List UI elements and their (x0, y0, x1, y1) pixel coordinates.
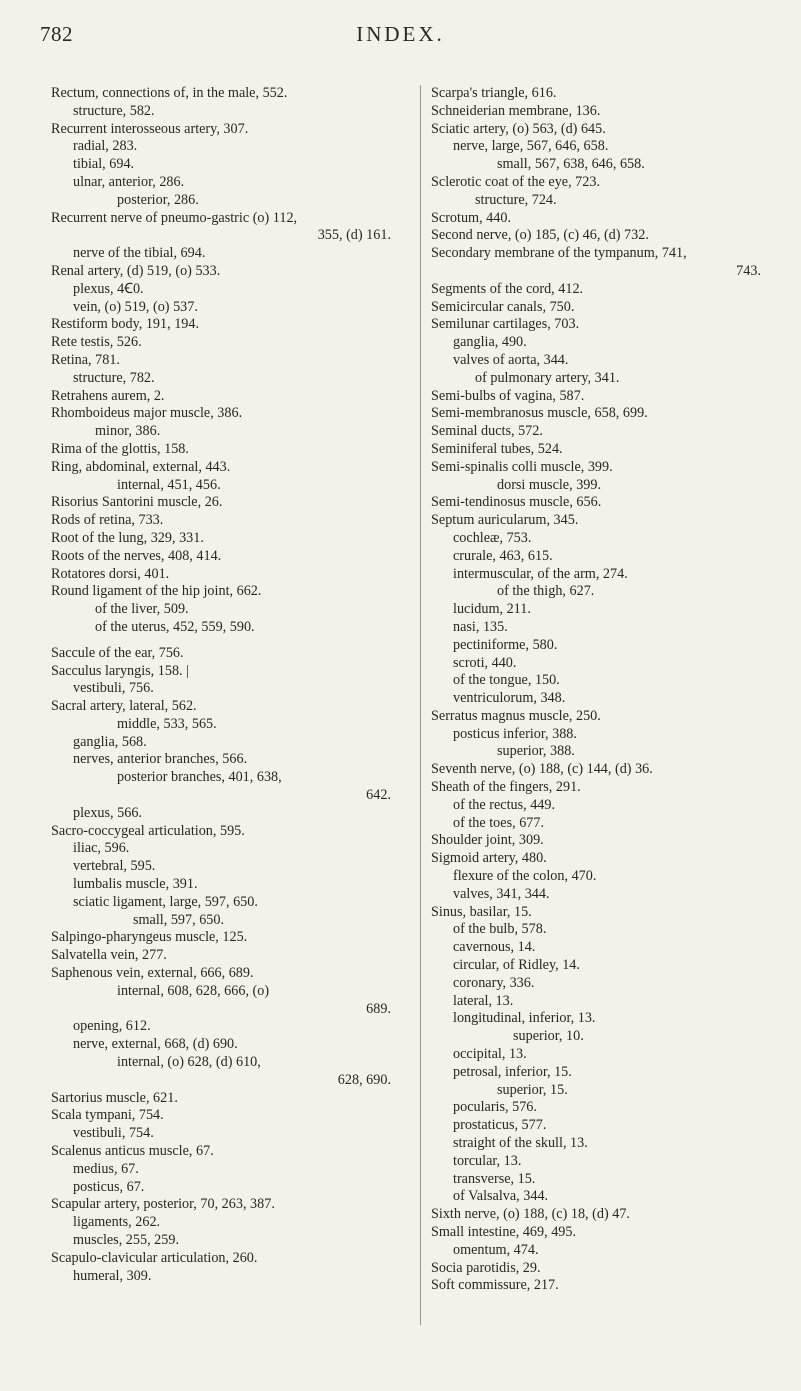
index-subentry: of the bulb, 578. (453, 921, 547, 938)
index-entry: Schneiderian membrane, 136. (431, 102, 601, 119)
index-subentry: crurale, 463, 615. (453, 547, 553, 564)
index-entry: Scarpa's triangle, 616. (431, 85, 557, 101)
index-entry: Seminiferal tubes, 524. (431, 440, 563, 457)
page-title: INDEX. (356, 22, 445, 46)
index-entry: Sartorius muscle, 621. (51, 1089, 178, 1106)
index-subentry: nasi, 135. (453, 618, 508, 635)
index-subentry: plexus, 4Ꞓ0. (73, 280, 144, 297)
index-subentry: ligaments, 262. (73, 1214, 161, 1231)
index-entry: Retrahens aurem, 2. (51, 387, 165, 404)
index-entry: Rhomboideus major muscle, 386. (51, 405, 243, 422)
index-subentry: tibial, 694. (73, 156, 135, 173)
index-subentry: of the rectus, 449. (453, 796, 556, 813)
index-entry: Rima of the glottis, 158. (51, 440, 189, 457)
index-entry: Rotatores dorsi, 401. (51, 565, 170, 582)
index-subentry: straight of the skull, 13. (453, 1135, 588, 1152)
index-entry: Risorius Santorini muscle, 26. (51, 494, 223, 511)
index-entry: Sacral artery, lateral, 562. (51, 698, 197, 715)
index-subentry: structure, 724. (475, 191, 557, 208)
index-entry: Soft commissure, 217. (431, 1277, 559, 1294)
index-entry: Secondary membrane of the tympanum, 741, (431, 245, 687, 262)
index-entry: Seminal ducts, 572. (431, 423, 543, 440)
index-subentry: vestibuli, 756. (73, 680, 154, 697)
index-entry: Semi-tendinosus muscle, 656. (431, 494, 602, 511)
index-subentry: torcular, 13. (453, 1152, 522, 1169)
index-subentry: middle, 533, 565. (117, 715, 217, 732)
index-entry: Roots of the nerves, 408, 414. (51, 547, 222, 564)
index-entry: Rete testis, 526. (51, 334, 142, 351)
index-entry: Recurrent nerve of pneumo-gastric (o) 112, (51, 209, 298, 226)
index-subentry: ventriculorum, 348. (453, 690, 566, 707)
index-subentry: valves of aorta, 344. (453, 351, 569, 368)
index-subentry: circular, of Ridley, 14. (453, 957, 580, 974)
index-subentry: longitudinal, inferior, 13. (453, 1010, 596, 1027)
index-subentry: prostaticus, 577. (453, 1117, 547, 1134)
index-entry: Root of the lung, 329, 331. (51, 529, 204, 546)
index-entry: Ring, abdominal, external, 443. (51, 458, 231, 475)
index-entry: Semi-membranosus muscle, 658, 699. (431, 405, 648, 422)
index-subentry: small, 597, 650. (133, 911, 225, 928)
index-subentry: posterior, 286. (117, 191, 199, 208)
index-subentry: nerve of the tibial, 694. (73, 245, 206, 262)
index-entry: Semilunar cartilages, 703. (431, 316, 580, 333)
index-subentry: pectiniforme, 580. (453, 636, 558, 653)
index-subentry: internal, (o) 628, (d) 610, (117, 1054, 261, 1071)
index-entry: Seventh nerve, (o) 188, (c) 144, (d) 36. (431, 761, 653, 778)
index-entry: Sheath of the fingers, 291. (431, 779, 581, 796)
index-entry: Rods of retina, 733. (51, 512, 164, 529)
index-subentry: 355, (d) 161. (317, 227, 391, 244)
index-subentry: minor, 386. (95, 423, 161, 440)
index-subentry: omentum, 474. (453, 1241, 539, 1258)
index-subentry: ganglia, 568. (73, 733, 147, 750)
index-subentry: internal, 451, 456. (117, 476, 221, 493)
index-subentry: vestibuli, 754. (73, 1125, 154, 1142)
index-entry: Shoulder joint, 309. (431, 832, 544, 849)
index-entry: Scalenus anticus muscle, 67. (51, 1143, 214, 1160)
index-subentry: posticus inferior, 388. (453, 725, 577, 742)
index-subentry: posterior branches, 401, 638, (117, 769, 282, 786)
index-entry: Segments of the cord, 412. (431, 280, 584, 297)
page-number: 782 (40, 22, 73, 46)
index-entry: Scapulo-clavicular articulation, 260. (51, 1249, 258, 1266)
index-subentry: vertebral, 595. (73, 858, 156, 875)
index-subentry: flexure of the colon, 470. (453, 868, 597, 885)
index-subentry: occipital, 13. (453, 1046, 527, 1063)
index-subentry: cochleæ, 753. (453, 529, 532, 546)
index-subentry: nerve, large, 567, 646, 658. (453, 138, 609, 155)
index-entry: Salvatella vein, 277. (51, 947, 167, 964)
index-subentry: vein, (o) 519, (o) 537. (73, 298, 198, 315)
index-subentry: superior, 10. (513, 1028, 584, 1045)
index-column-left (51, 85, 391, 1285)
index-entry: Recurrent interosseous artery, 307. (51, 120, 249, 137)
index-subentry: of pulmonary artery, 341. (475, 369, 620, 386)
index-subentry: scroti, 440. (453, 654, 517, 671)
index-subentry: small, 567, 638, 646, 658. (497, 156, 645, 173)
index-subentry: cavernous, 14. (453, 939, 536, 956)
index-subentry: superior, 388. (497, 743, 575, 760)
index-entry: Restiform body, 191, 194. (51, 316, 200, 333)
index-entry: Salpingo-pharyngeus muscle, 125. (51, 929, 248, 946)
index-subentry: dorsi muscle, 399. (497, 476, 602, 493)
index-subentry: structure, 582. (73, 102, 155, 119)
index-subentry: of the thigh, 627. (497, 583, 595, 600)
index-subentry: coronary, 336. (453, 974, 535, 991)
index-subentry: 642. (366, 787, 391, 804)
index-entry: Saphenous vein, external, 666, 689. (51, 965, 254, 982)
index-entry: Scrotum, 440. (431, 209, 511, 226)
index-entry: Saccule of the ear, 756. (51, 644, 184, 661)
index-subentry: iliac, 596. (73, 840, 130, 857)
index-subentry: humeral, 309. (73, 1267, 152, 1284)
index-subentry: 689. (366, 1000, 391, 1017)
index-subentry: nerves, anterior branches, 566. (73, 751, 248, 768)
index-subentry: structure, 782. (73, 369, 155, 386)
index-subentry: pocularis, 576. (453, 1099, 537, 1116)
column-divider (420, 85, 421, 1325)
index-entry: Rectum, connections of, in the male, 552. (51, 85, 288, 101)
index-subentry: of the tongue, 150. (453, 672, 560, 689)
index-subentry: posticus, 67. (73, 1178, 145, 1195)
index-subentry: 743. (736, 262, 761, 279)
index-entry: Renal artery, (d) 519, (o) 533. (51, 262, 221, 279)
index-subentry: opening, 612. (73, 1018, 151, 1035)
index-subentry: transverse, 15. (453, 1170, 536, 1187)
index-entry: Sixth nerve, (o) 188, (c) 18, (d) 47. (431, 1206, 630, 1223)
index-entry: Scala tympani, 754. (51, 1107, 164, 1124)
index-subentry: of the liver, 509. (95, 601, 189, 618)
index-subentry: sciatic ligament, large, 597, 650. (73, 893, 258, 910)
index-entry: Retina, 781. (51, 351, 120, 368)
index-subentry: ulnar, anterior, 286. (73, 173, 185, 190)
index-entry: Septum auricularum, 345. (431, 512, 579, 529)
index-entry: Semi-spinalis colli muscle, 399. (431, 458, 613, 475)
index-subentry: medius, 67. (73, 1160, 139, 1177)
index-entry: Sacro-coccygeal articulation, 595. (51, 822, 245, 839)
index-subentry: nerve, external, 668, (d) 690. (73, 1036, 238, 1053)
index-subentry: 628, 690. (337, 1071, 391, 1088)
index-entry: Sacculus laryngis, 158. | (51, 662, 189, 679)
index-entry: Sigmoid artery, 480. (431, 850, 547, 867)
index-entry: Sinus, basilar, 15. (431, 903, 532, 920)
index-entry: Sclerotic coat of the eye, 723. (431, 173, 601, 190)
page-header (0, 22, 801, 52)
index-column-right (431, 85, 761, 1295)
index-subentry: lumbalis muscle, 391. (73, 876, 198, 893)
index-subentry: lateral, 13. (453, 992, 514, 1009)
index-entry: Scapular artery, posterior, 70, 263, 387. (51, 1196, 275, 1213)
index-entry: Semi-bulbs of vagina, 587. (431, 387, 585, 404)
index-entry: Sciatic artery, (o) 563, (d) 645. (431, 120, 606, 137)
index-entry: Socia parotidis, 29. (431, 1259, 541, 1276)
index-subentry: plexus, 566. (73, 804, 142, 821)
section-gap (51, 637, 391, 645)
index-entry: Round ligament of the hip joint, 662. (51, 583, 262, 600)
index-entry: Semicircular canals, 750. (431, 298, 575, 315)
index-subentry: ganglia, 490. (453, 334, 527, 351)
index-subentry: of Valsalva, 344. (453, 1188, 549, 1205)
index-subentry: valves, 341, 344. (453, 885, 550, 902)
index-entry: Second nerve, (o) 185, (c) 46, (d) 732. (431, 227, 649, 244)
index-subentry: intermuscular, of the arm, 274. (453, 565, 628, 582)
index-subentry: radial, 283. (73, 138, 138, 155)
index-subentry: muscles, 255, 259. (73, 1232, 180, 1248)
index-entry: Serratus magnus muscle, 250. (431, 707, 601, 724)
index-subentry: petrosal, inferior, 15. (453, 1063, 572, 1080)
index-subentry: internal, 608, 628, 666, (o) (117, 982, 270, 999)
index-subentry: of the uterus, 452, 559, 590. (95, 618, 255, 635)
index-subentry: of the toes, 677. (453, 814, 545, 831)
index-entry: Small intestine, 469, 495. (431, 1224, 577, 1240)
index-subentry: lucidum, 211. (453, 601, 531, 618)
index-subentry: superior, 15. (497, 1081, 568, 1098)
